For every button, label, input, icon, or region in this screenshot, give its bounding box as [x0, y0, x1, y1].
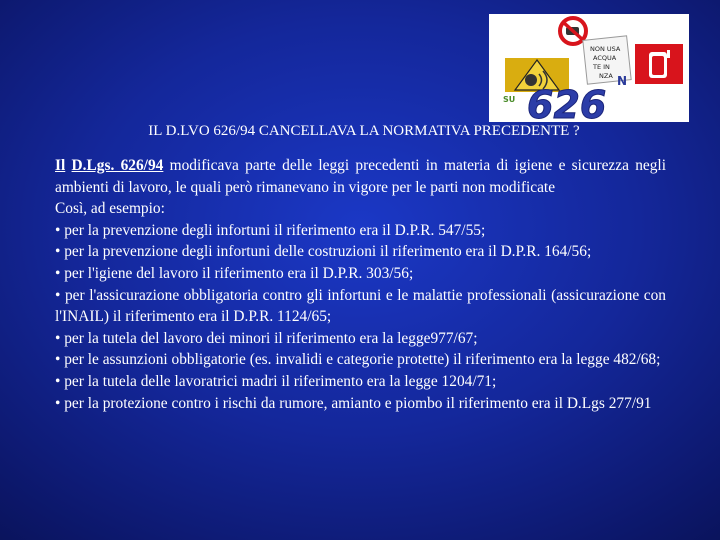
- list-item: • per la tutela delle lavoratrici madri il riferimento era la legge 1204/71;: [55, 372, 497, 390]
- sign-text-line: ACQUA: [593, 54, 617, 62]
- fire-extinguisher-sign-icon: [635, 44, 683, 84]
- list-item: • per l'assicurazione obbligatoria contro gli infortuni e le malattie professionali (assicurazione con l'INAIL) il riferimento era il D.P.R. 1124/65;: [55, 286, 666, 326]
- intro-text: modificava parte delle leggi precedenti in materia di igiene e sicurezza negli ambienti di lavoro, le quali però rimanevano in vigore per le parti non modificate: [55, 157, 666, 196]
- sign-text-line: NZA: [599, 72, 613, 80]
- list-item: • per l'igiene del lavoro il riferimento era il D.P.R. 303/56;: [55, 264, 414, 282]
- logo-number-626: 626: [527, 83, 607, 122]
- list-item: • per la prevenzione degli infortuni il riferimento era il D.P.R. 547/55;: [55, 221, 486, 239]
- example-heading: Così, ad esempio:: [55, 200, 165, 218]
- svg-text:N: N: [617, 74, 628, 88]
- list-item: • per la protezione contro i rischi da rumore, amianto e piombo il riferimento era il D.Lgs 277/91: [55, 394, 652, 412]
- intro-paragraph: [55, 155, 666, 198]
- list-item: • per la tutela del lavoro dei minori il riferimento era la legge977/67;: [55, 329, 478, 347]
- logo-side-text: SU: [503, 95, 516, 104]
- sign-text-line: NON USA: [590, 45, 621, 53]
- page-title: IL D.LVO 626/94 CANCELLAVA LA NORMATIVA PRECEDENTE ?: [148, 123, 580, 139]
- decree-link[interactable]: D.Lgs. 626/94: [71, 157, 164, 174]
- sign-text-line: TE IN: [593, 63, 610, 71]
- intro-prefix: Il: [55, 157, 66, 174]
- main-text: [55, 155, 666, 414]
- list-item: • per la prevenzione degli infortuni delle costruzioni il riferimento era il D.P.R. 164/56;: [55, 243, 592, 261]
- safety-626-logo: [489, 14, 689, 122]
- no-drinking-sign-icon: [560, 18, 586, 44]
- safety-signs-illustration: [489, 14, 689, 122]
- list-item: • per le assunzioni obbligatorie (es. invalidi e categorie protette) il riferimento era la legge 482/68;: [55, 351, 661, 369]
